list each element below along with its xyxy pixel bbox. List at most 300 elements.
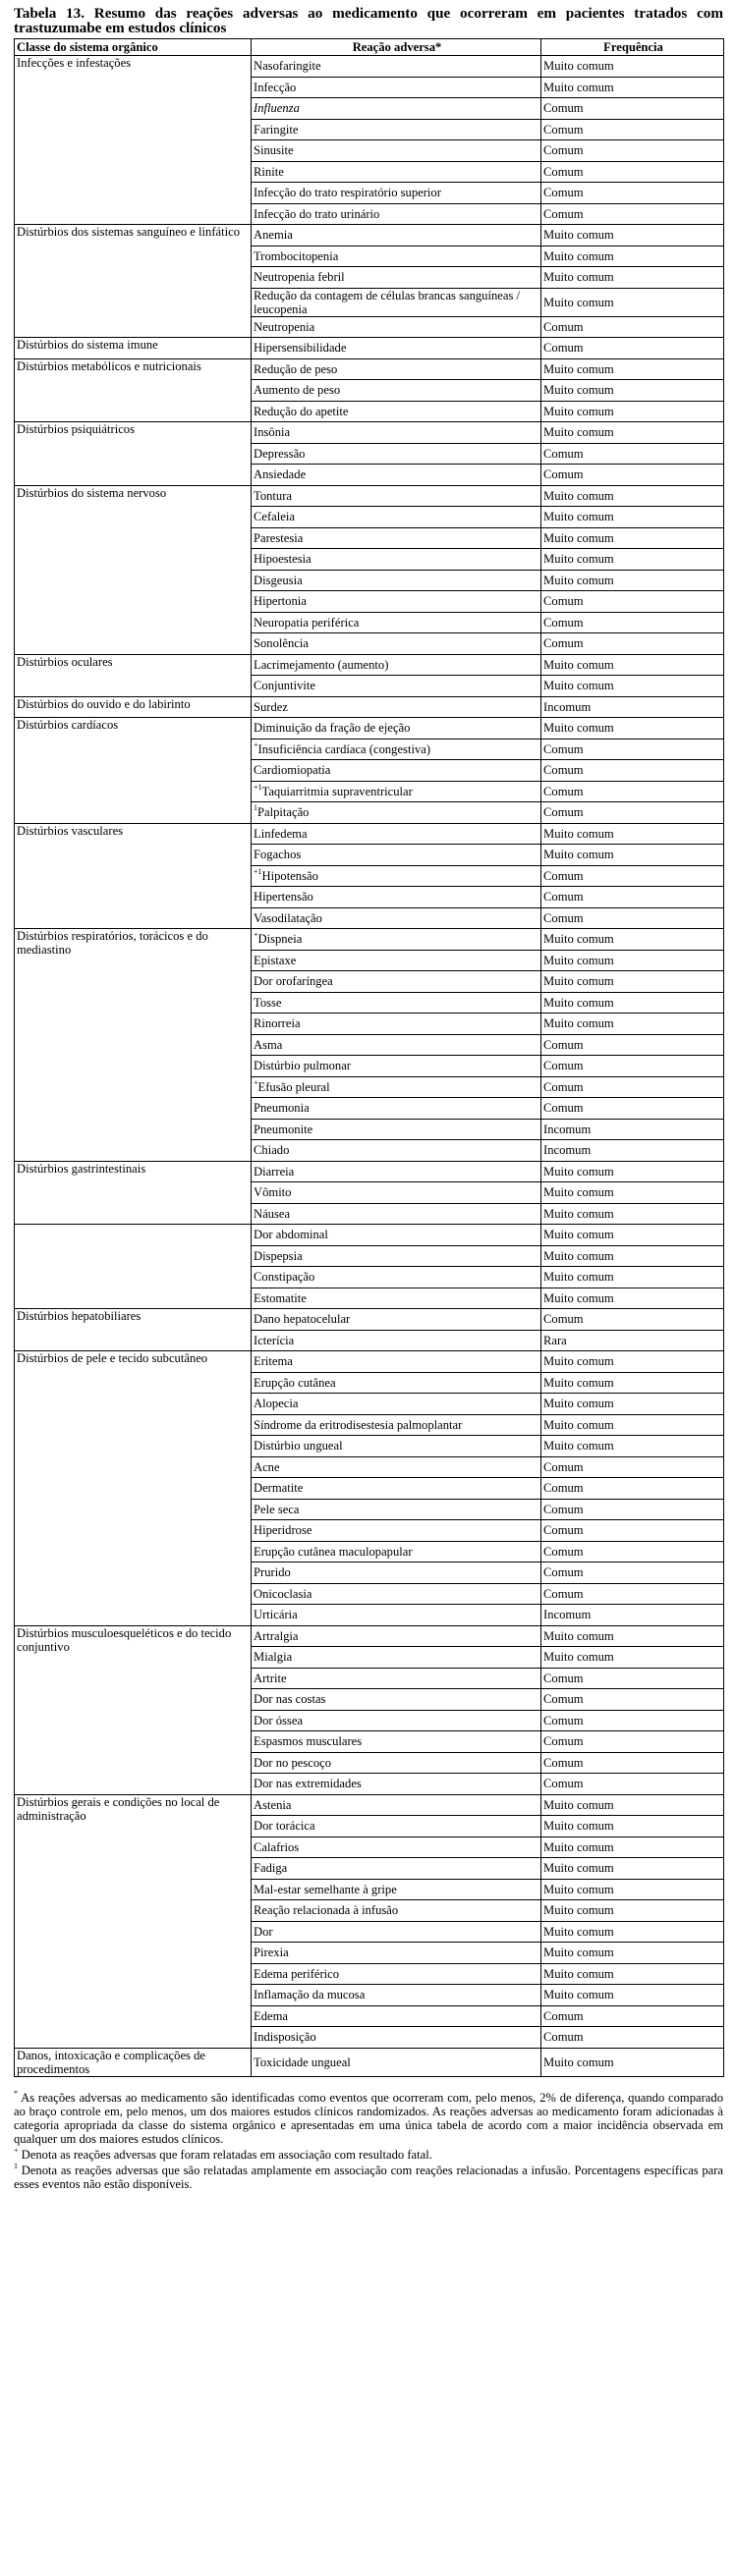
reaction-cell [252,1140,541,1162]
reaction-cell [252,971,541,993]
frequency-cell: Muito comum [541,1963,724,1985]
reaction-label: Distúrbio ungueal [254,1439,343,1453]
reaction-cell [252,1858,541,1880]
reaction-label: Influenza [254,101,300,116]
reaction-label: Dor óssea [254,1713,304,1727]
frequency-cell: Comum [541,1520,724,1542]
organ-class-cell: Distúrbios dos sistemas sanguíneo e linfático [15,225,252,338]
reaction-cell [252,1562,541,1584]
reaction-label: Dermatite [254,1481,304,1496]
frequency-cell: Muito comum [541,929,724,951]
table-row [15,338,724,359]
reaction-label: Efusão pleural [257,1079,330,1094]
reaction-cell [252,1330,541,1351]
reaction-label: Depressão [254,446,306,461]
footnote-symbol: + [14,2145,19,2155]
reaction-label: Estomatite [254,1290,307,1305]
reaction-label: Parestesia [254,530,304,545]
reaction-label: Palpitação [257,805,310,820]
reaction-label: Cefaleia [254,510,295,524]
reaction-cell [252,1351,541,1373]
organ-class-cell: Distúrbios oculares [15,654,252,696]
reaction-label: Hipertensão [254,890,313,904]
reaction-cell [252,929,541,951]
reaction-label: Trombocitopenia [254,248,339,263]
reaction-cell [252,1245,541,1267]
frequency-cell: Muito comum [541,1161,724,1182]
reaction-label: Onicoclasia [254,1586,312,1601]
reaction-cell [252,1710,541,1731]
reaction-cell [252,1014,541,1035]
reaction-cell [252,1668,541,1689]
reaction-label: Síndrome da eritrodisestesia palmoplantar [254,1417,463,1432]
frequency-cell: Muito comum [541,1879,724,1900]
reaction-cell [252,380,541,402]
reaction-label: Redução de peso [254,361,338,376]
table-row [15,1161,724,1182]
reaction-cell [252,1605,541,1626]
reaction-cell [252,2005,541,2027]
reaction-label: Infecção do trato respiratório superior [254,186,441,200]
frequency-cell: Comum [541,1456,724,1478]
reaction-label: Dor orofaríngea [254,974,333,989]
reaction-cell [252,654,541,676]
reaction-cell [252,612,541,633]
reaction-label: Fogachos [254,848,302,862]
footnote-mark: +1 [254,782,262,792]
reaction-label: Diminuição da fração de ejeção [254,721,411,736]
reaction-cell [252,1288,541,1309]
reaction-label: Conjuntivite [254,679,315,693]
organ-class-cell: Distúrbios metabólicos e nutricionais [15,358,252,422]
frequency-cell: Muito comum [541,1647,724,1669]
frequency-cell: Muito comum [541,401,724,422]
organ-class-cell: Distúrbios vasculares [15,823,252,929]
reaction-cell [252,1752,541,1774]
table-header-row [15,39,724,56]
reaction-label: Dispepsia [254,1248,303,1263]
reaction-cell [252,845,541,866]
reaction-cell [252,1499,541,1520]
reaction-label: Sinusite [254,143,294,158]
frequency-cell: Comum [541,591,724,613]
reaction-cell [252,1985,541,2006]
reaction-cell [252,77,541,98]
frequency-cell: Comum [541,1774,724,1795]
reaction-label: Taquiarritmia supraventricular [261,784,413,798]
table-row [15,225,724,247]
reaction-label: Artralgia [254,1628,299,1643]
reaction-label: Hipoestesia [254,552,311,567]
reaction-label: Dor torácica [254,1819,315,1834]
reaction-label: Insuficiência cardíaca (congestiva) [257,741,431,756]
reaction-cell [252,1414,541,1436]
reaction-cell [252,1394,541,1415]
reaction-label: Alopecia [254,1397,299,1411]
frequency-cell: Comum [541,739,724,760]
reaction-label: Edema [254,2008,288,2023]
organ-class-cell: Distúrbios gerais e condições no local de administração [15,1794,252,2048]
reaction-cell [252,225,541,247]
reaction-label: Dor no pescoço [254,1755,332,1770]
reaction-label: Vômito [254,1185,292,1200]
organ-class-cell: Infecções e infestações [15,56,252,225]
footnote-mark: 1 [254,803,257,813]
reaction-cell [252,1943,541,1964]
footnote-text: As reações adversas ao medicamento são identificadas como eventos que ocorreram com, pelo menos, 2% de diferença, quando comparado ao braço controle em, pelo menos, um dos maiores estudos clínicos randomizados. As reações adversas ao medicamento foram adicionadas à categoria apropriada da classe do sistema orgânico e apresentadas em uma única tabela de acordo com a maior incidência observada em qualquer um dos maiores estudos clínicos. [14,2090,723,2146]
reaction-label: Pneumonia [254,1101,310,1116]
reaction-cell [252,887,541,908]
reaction-cell [252,950,541,971]
frequency-cell: Comum [541,887,724,908]
frequency-cell: Muito comum [541,1900,724,1922]
reaction-label: Astenia [254,1797,292,1812]
reaction-label: Rinorreia [254,1016,301,1031]
reaction-label: Dor abdominal [254,1228,328,1242]
reaction-cell [252,401,541,422]
frequency-cell: Muito comum [541,77,724,98]
frequency-cell: Incomum [541,696,724,718]
organ-class-cell: Distúrbios musculoesqueléticos e do tecido conjuntivo [15,1625,252,1794]
reaction-cell [252,1921,541,1943]
reaction-cell [252,1583,541,1605]
reaction-cell [252,161,541,183]
reaction-cell [252,1456,541,1478]
reaction-label: Infecção do trato urinário [254,206,380,221]
frequency-cell: Comum [541,1076,724,1098]
reaction-cell [252,1816,541,1837]
frequency-cell: Muito comum [541,1245,724,1267]
table-body [15,56,724,2077]
frequency-cell: Comum [541,907,724,929]
reaction-label: Reação relacionada à infusão [254,1903,399,1918]
reaction-label: Hipersensibilidade [254,341,347,356]
frequency-cell: Incomum [541,1119,724,1140]
reaction-label: Linfedema [254,826,308,841]
reaction-cell [252,2048,541,2076]
reaction-cell [252,907,541,929]
reaction-cell [252,443,541,465]
frequency-cell: Muito comum [541,971,724,993]
footnote-text: Denota as reações adversas que foram relatadas em associação com resultado fatal. [18,2147,432,2162]
reaction-label: Surdez [254,699,288,714]
reaction-label: Mal-estar semelhante à gripe [254,1882,397,1896]
footnote [14,2145,723,2162]
reaction-label: Tosse [254,995,282,1010]
frequency-cell: Muito comum [541,1182,724,1204]
frequency-cell: Muito comum [541,992,724,1014]
reaction-cell [252,1119,541,1140]
table-row [15,2048,724,2076]
reaction-label: Redução da contagem de células brancas sanguíneas / leucopenia [254,288,521,316]
frequency-cell: Comum [541,98,724,120]
frequency-cell: Muito comum [541,485,724,507]
footnote-mark: +1 [254,866,262,876]
frequency-cell: Comum [541,1309,724,1331]
reaction-cell [252,485,541,507]
frequency-cell: Comum [541,316,724,338]
reaction-label: Calafrios [254,1839,300,1854]
frequency-cell: Muito comum [541,570,724,591]
frequency-cell: Muito comum [541,1858,724,1880]
table-row [15,1225,724,1246]
frequency-cell: Muito comum [541,267,724,289]
reaction-cell [252,1774,541,1795]
frequency-cell: Muito comum [541,1436,724,1457]
frequency-cell: Muito comum [541,1625,724,1647]
frequency-cell: Muito comum [541,1288,724,1309]
reaction-cell [252,203,541,225]
table-row [15,1351,724,1373]
reaction-cell [252,549,541,571]
frequency-cell: Comum [541,1056,724,1077]
reaction-label: Indisposição [254,2030,316,2045]
reaction-cell [252,1182,541,1204]
reaction-cell [252,1478,541,1500]
reaction-label: Dano hepatocelular [254,1312,351,1327]
frequency-cell: Comum [541,1562,724,1584]
reaction-label: Eritema [254,1354,293,1369]
table-row [15,485,724,507]
frequency-cell: Incomum [541,1605,724,1626]
organ-class-cell: Distúrbios do ouvido e do labirinto [15,696,252,718]
footnote-text: Denota as reações adversas que são relatadas amplamente em associação com reações relacionadas a infusão. Porcentagens específicas para esses eventos não estão disponíveis. [14,2163,723,2191]
reaction-label: Chiado [254,1143,290,1158]
reaction-cell [252,676,541,697]
reaction-label: Espasmos musculares [254,1734,363,1749]
frequency-cell: Muito comum [541,950,724,971]
reaction-cell [252,527,541,549]
table-row [15,718,724,740]
reaction-label: Nasofaringite [254,59,321,74]
frequency-cell: Comum [541,465,724,486]
reaction-label: Fadiga [254,1861,288,1876]
frequency-cell: Comum [541,203,724,225]
table-row [15,422,724,444]
frequency-cell: Rara [541,1330,724,1351]
reaction-label: Aumento de peso [254,383,341,398]
frequency-cell: Comum [541,2027,724,2049]
table-caption: Tabela 13. Resumo das reações adversas ao medicamento que ocorreram em pacientes tratados com trastuzumabe em estudos clínicos [14,5,723,36]
reaction-label: Mialgia [254,1650,293,1665]
frequency-cell: Muito comum [541,1203,724,1225]
frequency-cell: Comum [541,1668,724,1689]
header-frequency: Frequência [541,39,724,56]
reaction-cell [252,1372,541,1394]
reaction-label: Náusea [254,1206,291,1221]
reaction-cell [252,1836,541,1858]
table-row [15,1794,724,1816]
reaction-label: Neutropenia [254,319,315,334]
frequency-cell: Comum [541,760,724,782]
reaction-cell [252,2027,541,2049]
reaction-cell [252,760,541,782]
reaction-cell [252,1034,541,1056]
reaction-label: Erupção cutânea [254,1375,336,1390]
footnote-mark: + [254,740,258,749]
reaction-cell [252,1225,541,1246]
frequency-cell: Comum [541,1731,724,1753]
organ-class-cell: Distúrbios de pele e tecido subcutâneo [15,1351,252,1626]
frequency-cell: Muito comum [541,1394,724,1415]
frequency-cell: Comum [541,1478,724,1500]
reaction-label: Erupção cutânea maculopapular [254,1544,413,1559]
frequency-cell: Muito comum [541,718,724,740]
reaction-cell [252,1309,541,1331]
organ-class-cell: Distúrbios do sistema nervoso [15,485,252,654]
reaction-label: Acne [254,1459,280,1474]
footnote-mark: + [254,1077,258,1087]
footnote-symbol: * [14,2088,18,2098]
organ-class-cell: Distúrbios respiratórios, torácicos e do mediastino [15,929,252,1162]
reaction-cell [252,358,541,380]
organ-class-cell: Danos, intoxicação e complicações de procedimentos [15,2048,252,2076]
reaction-cell [252,56,541,78]
reaction-cell [252,1098,541,1120]
organ-class-cell: Distúrbios hepatobiliares [15,1309,252,1351]
organ-class-cell: Distúrbios do sistema imune [15,338,252,359]
reaction-cell [252,1963,541,1985]
frequency-cell: Comum [541,1541,724,1562]
reaction-cell [252,1267,541,1288]
reaction-label: Ansiedade [254,467,307,482]
frequency-cell: Muito comum [541,2048,724,2076]
footnote [14,2161,723,2191]
table-row [15,929,724,951]
reaction-cell [252,1056,541,1077]
reaction-label: Hipertonia [254,594,307,609]
reaction-cell [252,1900,541,1922]
reaction-label: Toxicidade ungueal [254,2055,351,2069]
frequency-cell: Muito comum [541,1414,724,1436]
frequency-cell: Muito comum [541,1816,724,1837]
reaction-cell [252,1203,541,1225]
frequency-cell: Comum [541,612,724,633]
reaction-label: Diarreia [254,1164,295,1178]
reaction-cell [252,316,541,338]
reaction-cell [252,696,541,718]
frequency-cell: Muito comum [541,1943,724,1964]
header-class: Classe do sistema orgânico [15,39,252,56]
frequency-cell: Muito comum [541,1921,724,1943]
reaction-label: Artrite [254,1671,287,1685]
footnote-symbol: 1 [14,2161,18,2170]
reaction-label: Insônia [254,425,291,440]
frequency-cell: Muito comum [541,654,724,676]
reaction-cell [252,1647,541,1669]
reaction-cell [252,1794,541,1816]
reaction-label: Prurido [254,1565,291,1580]
frequency-cell: Comum [541,781,724,802]
reaction-cell [252,267,541,289]
frequency-cell: Comum [541,2005,724,2027]
frequency-cell: Comum [541,1689,724,1711]
reaction-label: Distúrbio pulmonar [254,1059,351,1073]
frequency-cell: Comum [541,633,724,655]
reaction-cell [252,802,541,824]
reaction-label: Dor nas costas [254,1692,326,1707]
reaction-label: Anemia [254,228,293,243]
reaction-label: Edema periférico [254,1966,340,1981]
reaction-label: Disgeusia [254,573,303,587]
frequency-cell: Comum [541,1098,724,1120]
frequency-cell: Comum [541,802,724,824]
frequency-cell: Comum [541,1752,724,1774]
reaction-label: Vasodilatação [254,910,322,925]
organ-class-cell: Distúrbios cardíacos [15,718,252,824]
reaction-label: Neutropenia febril [254,270,345,285]
table-row [15,358,724,380]
frequency-cell: Comum [541,338,724,359]
frequency-cell: Muito comum [541,358,724,380]
frequency-cell: Muito comum [541,1985,724,2006]
frequency-cell: Comum [541,1583,724,1605]
frequency-cell: Muito comum [541,288,724,316]
footnotes [14,2088,723,2191]
reaction-label: Hipotensão [261,868,318,883]
reaction-label: Pele seca [254,1502,300,1516]
frequency-cell: Muito comum [541,549,724,571]
reaction-cell [252,739,541,760]
frequency-cell: Muito comum [541,845,724,866]
frequency-cell: Muito comum [541,1794,724,1816]
reaction-cell [252,1076,541,1098]
header-reaction: Reação adversa* [252,39,541,56]
reaction-label: Rinite [254,164,284,179]
reaction-cell [252,570,541,591]
reaction-cell [252,633,541,655]
frequency-cell: Muito comum [541,225,724,247]
frequency-cell: Muito comum [541,1351,724,1373]
reaction-label: Neuropatia periférica [254,615,360,630]
reaction-cell [252,98,541,120]
reaction-cell [252,246,541,267]
frequency-cell: Comum [541,140,724,162]
reaction-label: Cardiomiopatia [254,763,331,778]
reaction-label: Pirexia [254,1946,289,1960]
frequency-cell: Comum [541,1034,724,1056]
reaction-label: Dor nas extremidades [254,1777,362,1791]
reaction-cell [252,992,541,1014]
reaction-label: Redução do apetite [254,404,349,418]
frequency-cell: Comum [541,183,724,204]
reaction-cell [252,338,541,359]
reaction-cell [252,119,541,140]
reaction-cell [252,1879,541,1900]
reaction-label: Hiperidrose [254,1523,312,1538]
frequency-cell: Comum [541,119,724,140]
frequency-cell: Muito comum [541,676,724,697]
table-row [15,823,724,845]
reaction-cell [252,1161,541,1182]
reaction-cell [252,1689,541,1711]
frequency-cell: Muito comum [541,1372,724,1394]
frequency-cell: Comum [541,1499,724,1520]
frequency-cell: Muito comum [541,1014,724,1035]
frequency-cell: Muito comum [541,823,724,845]
reaction-cell [252,465,541,486]
reaction-cell [252,823,541,845]
reaction-cell [252,1625,541,1647]
reaction-label: Inflamação da mucosa [254,1988,366,2002]
frequency-cell: Comum [541,161,724,183]
table-row [15,1309,724,1331]
frequency-cell: Muito comum [541,246,724,267]
reaction-label: Asma [254,1037,283,1052]
organ-class-cell: Distúrbios psiquiátricos [15,422,252,486]
reaction-cell [252,1436,541,1457]
reaction-label: Faringite [254,122,299,137]
